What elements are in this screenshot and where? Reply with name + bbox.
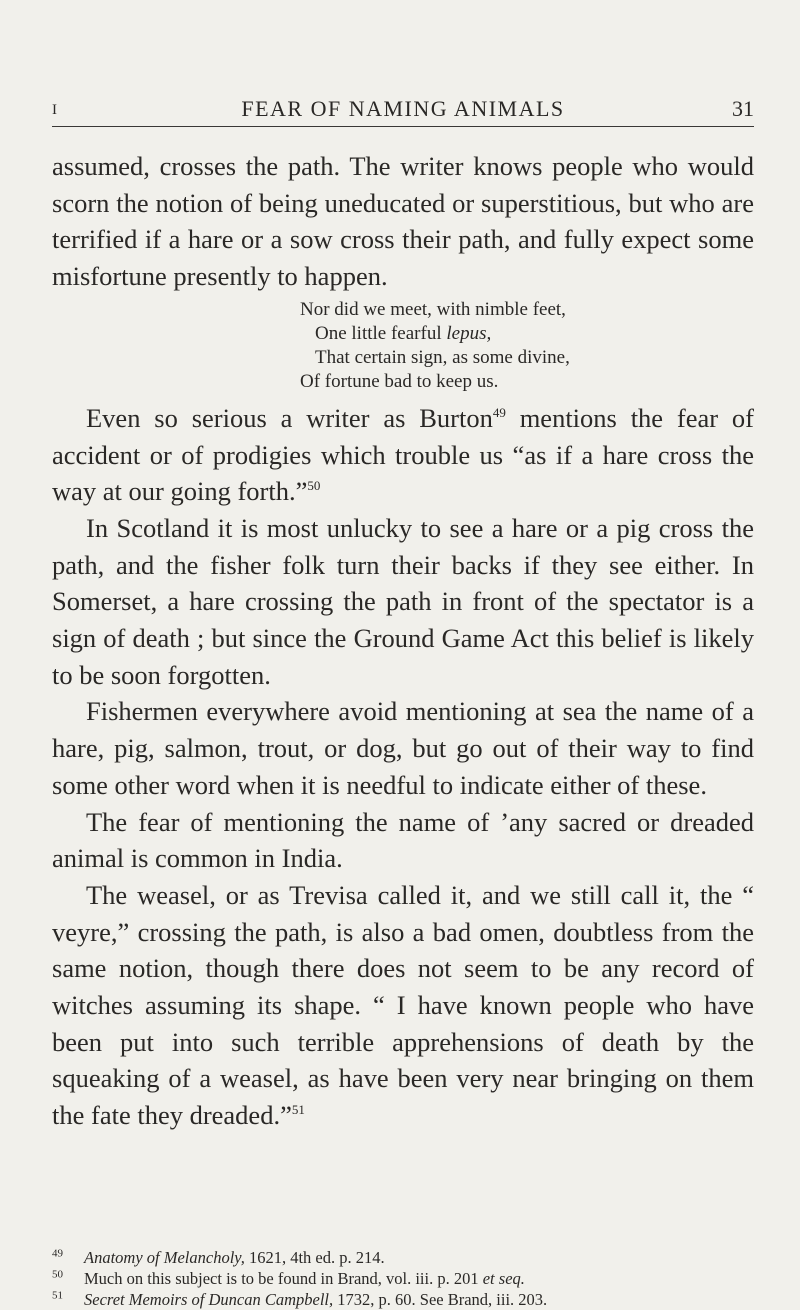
footnote-51 <box>52 1289 754 1310</box>
verse-line-2-emphasis: lepus, <box>446 322 492 344</box>
footnote-51-text: 1732, p. 60. See Brand, iii. 203. <box>333 1290 548 1309</box>
footnote-ref-50: 50 <box>307 478 321 494</box>
page-header <box>52 96 754 124</box>
footnote-49-text: 1621, 4th ed. p. 214. <box>244 1248 385 1267</box>
verse-line-3: That certain sign, as some divine, <box>315 346 570 368</box>
paragraph-2-text-b: mentions the fear of accident or of prodigies which trouble us “as if a hare cross the way at our going forth.” <box>52 402 755 507</box>
verse-line-2-text: One little fearful <box>315 322 447 344</box>
footnote-49-title: Anatomy of Melancholy, <box>84 1248 245 1267</box>
paragraph-4: Fishermen everywhere avoid mentioning at sea the name of a hare, pig, salmon, trout, or dog, but go out of their way to find some other word when it is needful to indicate either of these. <box>52 696 754 800</box>
footnotes <box>52 1247 754 1310</box>
footnote-51-title: Secret Memoirs of Duncan Campbell, <box>84 1290 334 1309</box>
paragraph-2-text-a: Even so serious a writer as Burton <box>86 402 493 433</box>
footnote-ref-51: 51 <box>291 1102 305 1118</box>
footnote-mark-50: 50 <box>52 1268 63 1281</box>
paragraph-3: In Scotland it is most unlucky to see a hare or a pig cross the path, and the fisher folk turn their backs if they see either. In Somerset, a hare crossing the path in front of the spectator is a sign of death ; but since the Ground Game Act this belief is likely to be soon forgotten. <box>52 512 754 690</box>
running-title: FEAR OF NAMING ANIMALS <box>241 96 565 121</box>
signature-mark: I <box>52 102 57 118</box>
page-number: 31 <box>732 96 754 121</box>
footnote-50 <box>52 1268 754 1289</box>
footnote-mark-51: 51 <box>52 1289 63 1302</box>
paragraph-6 <box>52 877 754 1134</box>
verse-line-1: Nor did we meet, with nimble feet, <box>300 298 566 320</box>
header-rule <box>52 126 754 127</box>
verse-line-4: Of fortune bad to keep us. <box>300 370 499 392</box>
paragraph-6-text: The weasel, or as Trevisa called it, and we still call it, the “ veyre,” crossing the path, is also a bad omen, doubtless from the same notion, though there does not seem to be any record of witches assuming its shape. “ I have known people who have been put into such terrible apprehensions of death by the squeaking of a weasel, as have been very near bringing on them the fate they dreaded.” <box>52 879 754 1131</box>
footnote-ref-49: 49 <box>492 404 506 420</box>
footnote-50-emphasis: et seq. <box>482 1269 525 1288</box>
paragraph-1: assumed, crosses the path. The writer knows people who would scorn the notion of being uneducated or superstitious, but who are terrified if a hare or a sow cross their path, and fully expect some misfortune presently to happen. <box>52 151 754 292</box>
footnote-50-text: Much on this subject is to be found in Brand, vol. iii. p. 201 <box>84 1269 483 1288</box>
paragraph-2 <box>52 400 754 510</box>
footnote-mark-49: 49 <box>52 1247 63 1260</box>
verse-line-2 <box>52 322 754 346</box>
verse-quote <box>52 298 754 394</box>
paragraph-5: The fear of mentioning the name of ’any sacred or dreaded animal is common in India. <box>52 806 754 874</box>
body-text <box>52 148 754 1134</box>
footnote-49 <box>52 1247 754 1268</box>
